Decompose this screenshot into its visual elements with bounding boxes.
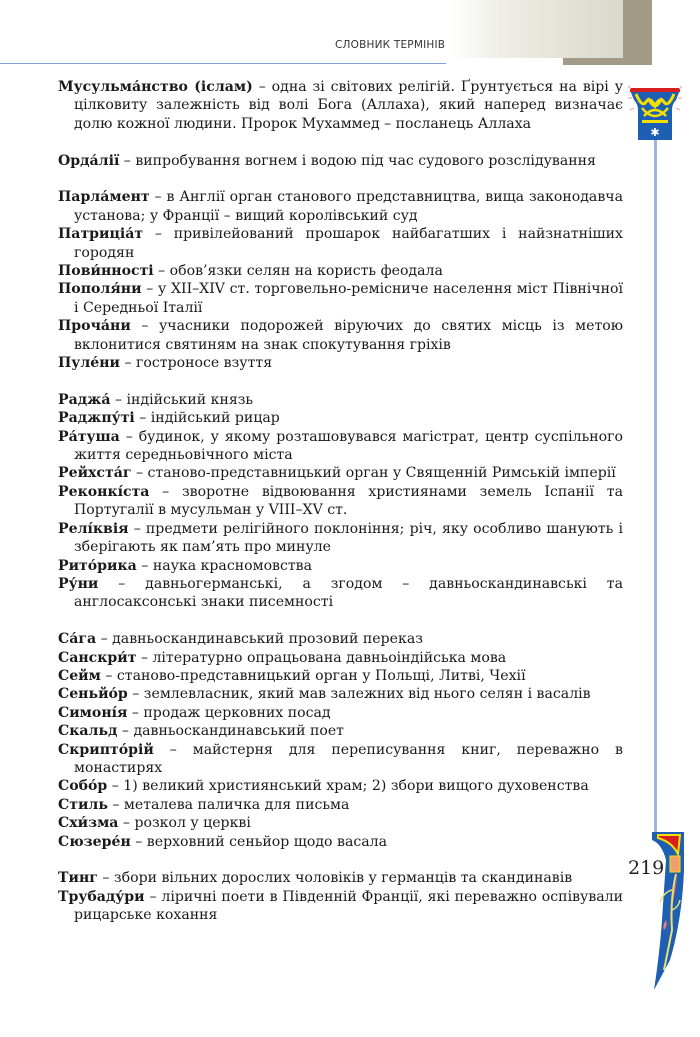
definition: – одна зі світових релігій. Ґрунтується на вірі у цілковиту залежність від волі Бога (Аллаха), який наперед визначає долю кожної людини. Пророк Мухаммед – посланець Аллаха [74, 79, 623, 132]
glossary-entry [58, 649, 623, 667]
glossary-content [58, 78, 623, 943]
term: Патриціа́т [58, 226, 144, 243]
term: Парла́мент [58, 189, 150, 206]
term: Пови́нності [58, 263, 154, 280]
glossary-entry [58, 888, 623, 925]
glossary-entry [58, 262, 623, 280]
glossary-entry [58, 685, 623, 703]
term: Скрипто́рій [58, 741, 154, 758]
glossary-entry [58, 796, 623, 814]
page-number: 219 [628, 857, 665, 879]
definition: – предмети релігійного поклоніння; річ, яку особливо шанують і зберігають як пам’ять про минуле [74, 520, 623, 556]
term: Пуле́ни [58, 355, 121, 372]
definition: – у XII–XIV ст. торговельно-ремісниче населення міст Північної і Середньої Італії [74, 281, 623, 316]
term: Реконкі́ста [58, 483, 150, 500]
term: Раджпу́ті [58, 410, 135, 427]
glossary-entry [58, 391, 623, 409]
definition: – розкол у церкві [118, 815, 251, 832]
term: Раджа́ [58, 391, 111, 408]
term: Собо́р [58, 778, 108, 795]
term: Санскри́т [58, 649, 137, 666]
glossary-entry [58, 557, 623, 575]
term: Симоні́я [58, 704, 128, 721]
glossary-group-r [58, 391, 623, 612]
header-rule [0, 63, 446, 64]
definition: – станово-представницький орган у Польщі, Литві, Чехії [100, 667, 526, 684]
glossary-group-m [58, 78, 623, 133]
term: Стиль [58, 796, 108, 813]
glossary-entry [58, 630, 623, 648]
glossary-group-s [58, 630, 623, 851]
definition: – гостроносе взуття [120, 355, 273, 372]
term: Рито́рика [58, 557, 137, 574]
definition: – будинок, у якому розташовувався магістрат, центр суспільного життя середньовічного міста [74, 428, 623, 464]
term: Ра́туша [58, 428, 120, 445]
ornamental-capital-icon [628, 84, 682, 144]
term: Скальд [58, 723, 118, 740]
glossary-entry [58, 869, 623, 887]
definition: – учасники подорожей віруючих до святих місць із метою вклонитися святиням на знак спокутування гріхів [74, 318, 623, 353]
definition: – привілейований прошарок найбагатших і найзнатніших городян [74, 226, 623, 261]
definition: – наука красномовства [136, 557, 313, 574]
definition: – індійський рицар [134, 410, 280, 427]
definition: – зворотне відвоювання християнами земель Іспанії та Португалії в мусульман у VIII–XV ст. [74, 483, 623, 519]
header-gradient-block [450, 0, 623, 58]
term: Релі́квія [58, 520, 129, 537]
definition: – 1) великий християнський храм; 2) збори вищого духовенства [107, 778, 589, 795]
glossary-entry [58, 814, 623, 832]
glossary-entry [58, 409, 623, 427]
definition: – давньогерманські, а згодом – давньоскандинавські та англосаксонські знаки писемності [74, 575, 623, 611]
term: Мусульма́нство (іслам) [58, 79, 253, 95]
definition: – обов’язки селян на користь феодала [153, 263, 443, 280]
definition: – землевласник, який мав залежних від нього селян і васалів [127, 686, 591, 703]
glossary-entry [58, 428, 623, 465]
definition: – давньоскандинавський поет [117, 723, 344, 740]
glossary-group-o [58, 152, 623, 170]
glossary-entry [58, 833, 623, 851]
glossary-entry [58, 464, 623, 482]
definition: – літературно опрацьована давньоіндійська мова [136, 649, 507, 666]
glossary-group-t [58, 869, 623, 924]
glossary-entry [58, 741, 623, 778]
definition: – верховний сеньйор щодо васала [130, 833, 388, 850]
definition: – індійський князь [110, 391, 254, 408]
definition: – давньоскандинавський прозовий переказ [96, 631, 423, 648]
margin-vertical-rule [654, 138, 657, 834]
running-header-title: СЛОВНИК ТЕРМІНІВ [335, 39, 446, 51]
definition: – продаж церковних посад [127, 704, 331, 721]
term: Тинг [58, 870, 98, 887]
definition: – металева паличка для письма [107, 796, 350, 813]
definition: – випробування вогнем і водою під час судового розслідування [119, 152, 596, 169]
glossary-entry [58, 722, 623, 740]
term: Схи́зма [58, 815, 119, 832]
svg-text:✱: ✱ [650, 126, 660, 139]
term: Ру́ни [58, 575, 99, 592]
definition: – збори вільних дорослих чоловіків у германців та скандинавів [97, 870, 573, 887]
definition: – станово-представницький орган у Священній Римській імперії [131, 465, 616, 482]
term: Сейм [58, 667, 101, 684]
term: Орда́лії [58, 152, 120, 169]
definition: – ліричні поети в Південній Франції, які переважно оспівували рицарське кохання [74, 888, 623, 924]
term: Рейхста́г [58, 465, 132, 482]
glossary-entry [58, 225, 623, 262]
glossary-entry [58, 777, 623, 795]
glossary-entry [58, 575, 623, 612]
glossary-group-p [58, 188, 623, 372]
ornamental-dagger-icon [650, 830, 690, 990]
glossary-entry [58, 667, 623, 685]
glossary-entry [58, 78, 623, 133]
definition: – майстерня для переписування книг, переважно в монастирях [74, 741, 623, 776]
glossary-entry [58, 483, 623, 520]
term: Са́га [58, 631, 97, 648]
glossary-entry [58, 317, 623, 354]
glossary-entry [58, 704, 623, 722]
glossary-entry [58, 354, 623, 372]
glossary-entry [58, 520, 623, 557]
glossary-entry [58, 152, 623, 170]
term: Трубаду́ри [58, 888, 145, 905]
definition: – в Англії орган станового представництва, вища законодавча установа; у Франції – вищий королівський суд [74, 189, 623, 224]
term: Проча́ни [58, 318, 131, 335]
term: Пополя́ни [58, 281, 142, 298]
glossary-entry [58, 280, 623, 317]
term: Сюзере́н [58, 833, 131, 850]
glossary-entry [58, 188, 623, 225]
term: Сеньйо́р [58, 686, 128, 703]
